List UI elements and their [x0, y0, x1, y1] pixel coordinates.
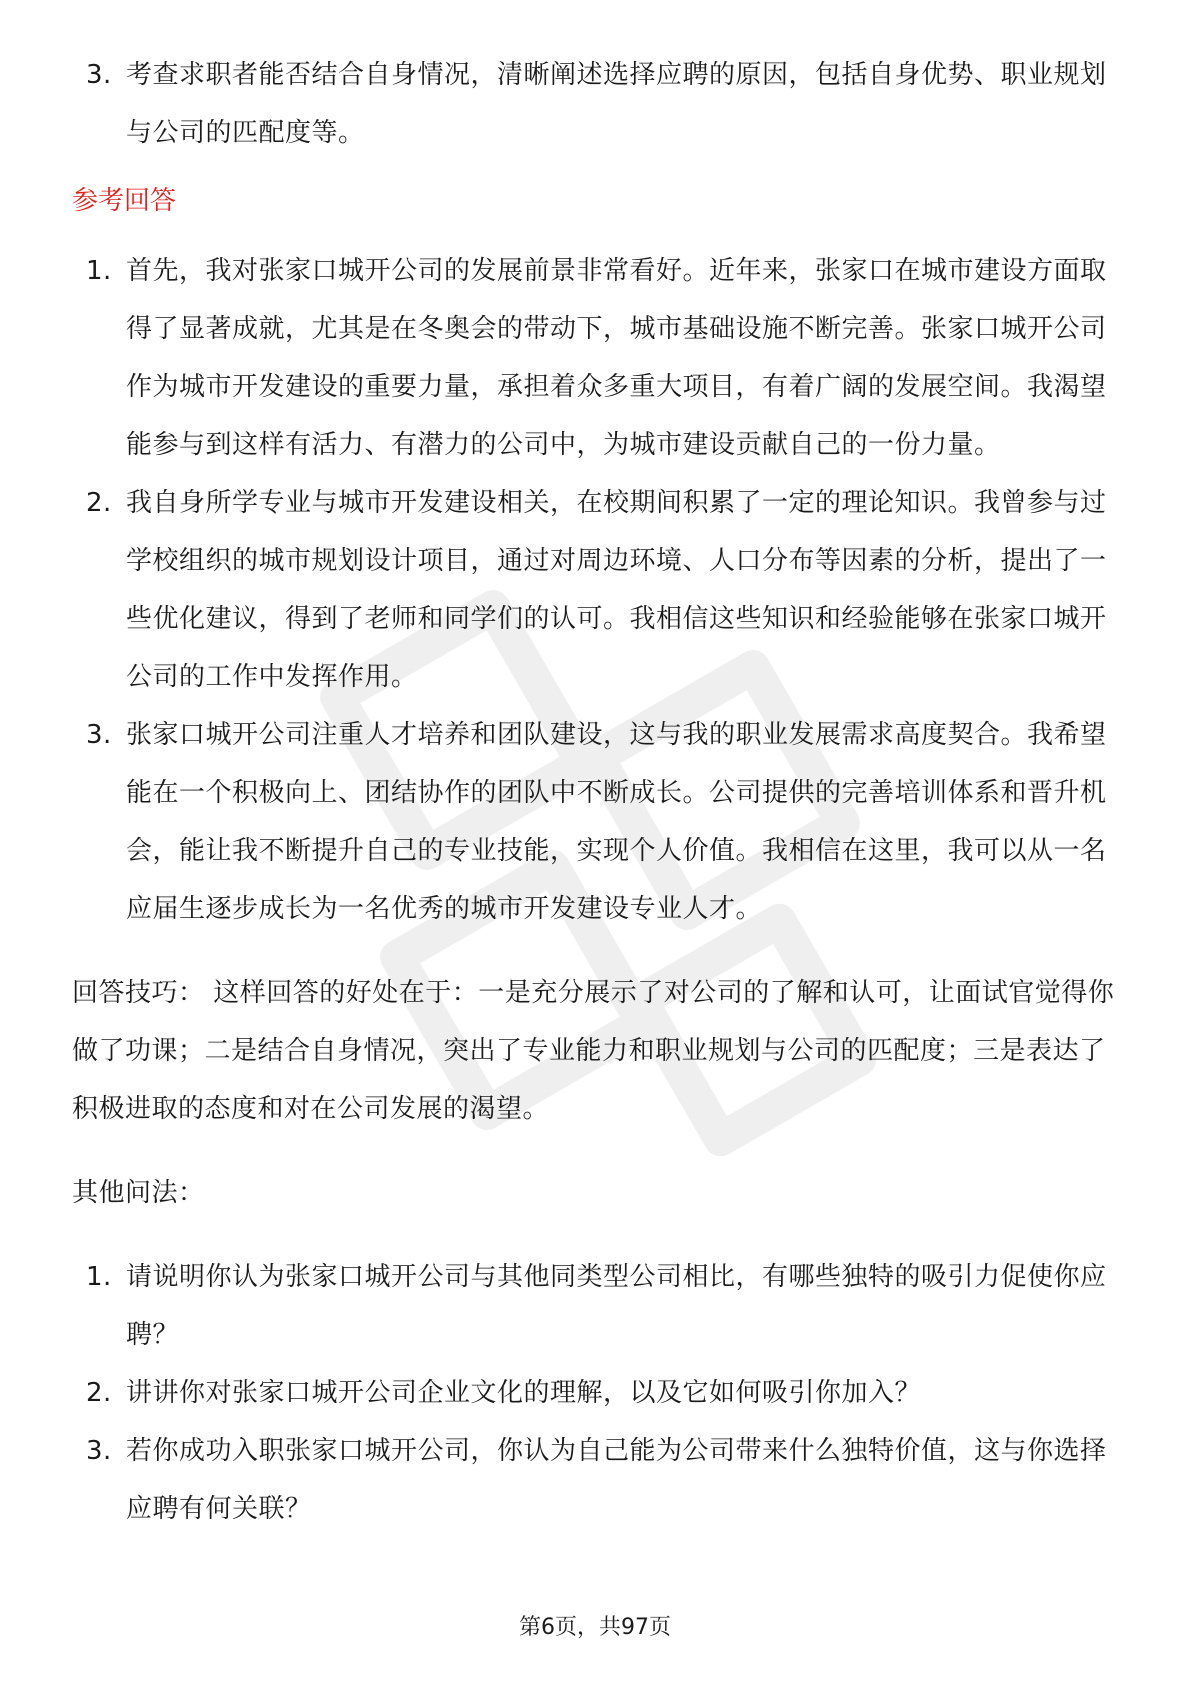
other-questions-heading: 其他问法： — [72, 1178, 205, 1208]
item-text: 考查求职者能否结合自身情况，清晰阐述选择应聘的原因，包括自身优势、职业规划与公司的匹配度等。 — [126, 60, 1107, 148]
answer-list-item — [72, 706, 1122, 938]
page-number-footer: 第6页，共97页 — [519, 1615, 671, 1640]
item-text: 首先，我对张家口城开公司的发展前景非常看好。近年来，张家口在城市建设方面取得了显著成就，尤其是在冬奥会的带动下，城市基础设施不断完善。张家口城开公司作为城市开发建设的重要力量，承担着众多重大项目，有着广阔的发展空间。我渴望能参与到这样有活力、有潜力的公司中，为城市建设贡献自己的一份力量。 — [126, 256, 1107, 460]
item-text: 张家口城开公司注重人才培养和团队建设，这与我的职业发展需求高度契合。我希望能在一个积极向上、团结协作的团队中不断成长。公司提供的完善培训体系和晋升机会，能让我不断提升自己的专业技能，实现个人价值。我相信在这里，我可以从一名应届生逐步成长为一名优秀的城市开发建设专业人才。 — [126, 720, 1107, 924]
other-question-item — [72, 1248, 1122, 1364]
item-text: 我自身所学专业与城市开发建设相关，在校期间积累了一定的理论知识。我曾参与过学校组织的城市规划设计项目，通过对周边环境、人口分布等因素的分析，提出了一些优化建议，得到了老师和同学们的认可。我相信这些知识和经验能够在张家口城开公司的工作中发挥作用。 — [126, 488, 1107, 692]
answer-list-item — [72, 474, 1122, 706]
intro-list-item — [72, 46, 1122, 162]
other-question-item — [72, 1364, 1122, 1422]
item-text: 讲讲你对张家口城开公司企业文化的理解，以及它如何吸引你加入？ — [126, 1378, 922, 1408]
answer-list-item — [72, 242, 1122, 474]
item-number: 1. — [86, 1262, 112, 1292]
item-text: 请说明你认为张家口城开公司与其他同类型公司相比，有哪些独特的吸引力促使你应聘？ — [126, 1262, 1107, 1350]
document-content — [72, 46, 1122, 1538]
item-number: 1. — [86, 256, 112, 286]
item-number: 3. — [86, 1436, 112, 1466]
item-text: 若你成功入职张家口城开公司，你认为自己能为公司带来什么独特价值，这与你选择应聘有何关联？ — [126, 1436, 1107, 1524]
item-number: 2. — [86, 1378, 112, 1408]
item-number: 2. — [86, 488, 112, 518]
answer-heading: 参考回答 — [72, 186, 177, 216]
tips-paragraph: 回答技巧： 这样回答的好处在于：一是充分展示了对公司的了解和认可，让面试官觉得你做了功课；二是结合自身情况，突出了专业能力和职业规划与公司的匹配度；三是表达了积极进取的态度和对在公司发展的渴望。 — [72, 978, 1115, 1124]
item-number: 3. — [86, 60, 112, 90]
item-number: 3. — [86, 720, 112, 750]
other-question-item — [72, 1422, 1122, 1538]
